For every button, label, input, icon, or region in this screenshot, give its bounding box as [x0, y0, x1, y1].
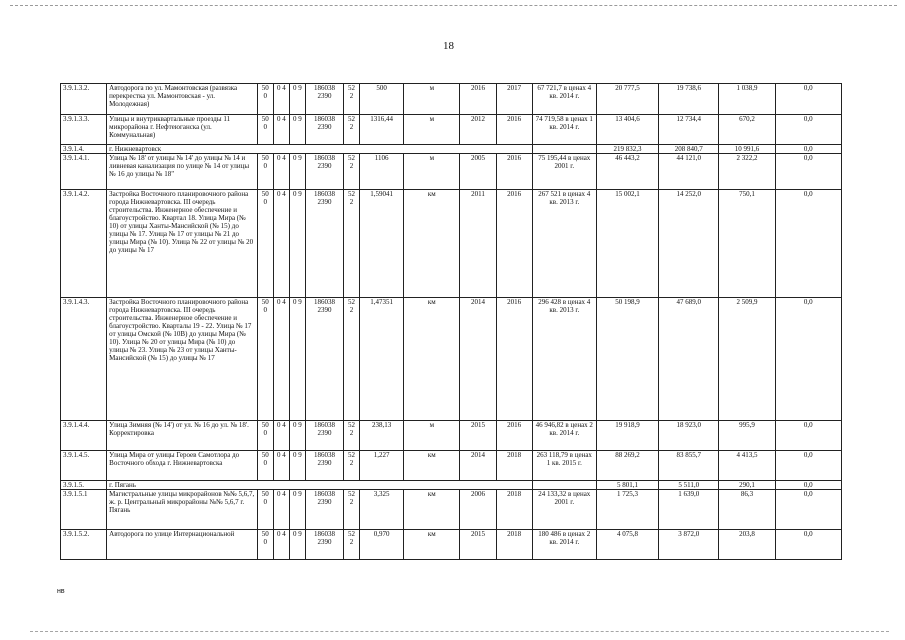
table-section-row: [61, 145, 842, 154]
code-cell: 52 2: [344, 115, 360, 145]
value-cell: 0,0: [775, 84, 841, 115]
value-cell: 0,0: [775, 145, 841, 154]
row-code-cell: 3.9.1.4.1.: [61, 154, 107, 190]
capacity-cell: 3,325: [360, 490, 404, 530]
empty-cell: [532, 145, 596, 154]
total-cell: 4 075,8: [596, 530, 658, 560]
code-cell: 0 9: [289, 84, 305, 115]
code-cell: 0 9: [289, 530, 305, 560]
code-cell: 52 2: [344, 490, 360, 530]
row-code-cell: 3.9.1.4.2.: [61, 190, 107, 298]
code-cell: 50 0: [257, 190, 273, 298]
end-year-cell: 2018: [496, 530, 532, 560]
code-cell: 186038 2390: [305, 298, 343, 421]
value-cell: 3 872,0: [659, 530, 719, 560]
code-cell: 50 0: [257, 451, 273, 481]
unit-cell: м: [404, 421, 460, 451]
start-year-cell: 2014: [460, 298, 496, 421]
total-cell: 19 918,9: [596, 421, 658, 451]
capacity-cell: 1106: [360, 154, 404, 190]
code-cell: 52 2: [344, 84, 360, 115]
table-row: [61, 451, 842, 481]
value-cell: 86,3: [719, 490, 775, 530]
table-row: [61, 421, 842, 451]
code-cell: 52 2: [344, 421, 360, 451]
capacity-cell: 1,47351: [360, 298, 404, 421]
total-cell: 15 002,1: [596, 190, 658, 298]
end-year-cell: 2016: [496, 421, 532, 451]
capacity-cell: 1,59041: [360, 190, 404, 298]
value-cell: 44 121,0: [659, 154, 719, 190]
code-cell: 186038 2390: [305, 490, 343, 530]
value-cell: 208 840,7: [659, 145, 719, 154]
capacity-cell: 0,970: [360, 530, 404, 560]
empty-cell: [532, 481, 596, 490]
object-name-cell: Застройка Восточного планировочного района города Нижневартовска. III очередь строительства. Инженерное обеспечение и благоустройство. Квартал 18. Улица Мира (№ 10) от улицы Ханты-Мансийской (№ 15) до улицы № 17. Улица № 17 от улицы № 21 до улицы Мира (№ 10). Улица № 22 от улицы № 20 до улицы № 17: [107, 190, 258, 298]
start-year-cell: 2005: [460, 154, 496, 190]
code-cell: 52 2: [344, 154, 360, 190]
code-cell: 50 0: [257, 490, 273, 530]
unit-cell: м: [404, 115, 460, 145]
section-name-cell: г. Нижневартовск: [107, 145, 533, 154]
estimated-cost-cell: 263 118,79 в ценах 1 кв. 2015 г.: [532, 451, 596, 481]
code-cell: 0 9: [289, 115, 305, 145]
value-cell: 10 991,6: [719, 145, 775, 154]
program-table: [60, 83, 842, 560]
code-cell: 50 0: [257, 154, 273, 190]
capacity-cell: 238,13: [360, 421, 404, 451]
table-row: [61, 84, 842, 115]
code-cell: 186038 2390: [305, 190, 343, 298]
total-cell: 1 725,3: [596, 490, 658, 530]
value-cell: 5 511,0: [659, 481, 719, 490]
code-cell: 186038 2390: [305, 451, 343, 481]
value-cell: 290,1: [719, 481, 775, 490]
estimated-cost-cell: 67 721,7 в ценах 4 кв. 2014 г.: [532, 84, 596, 115]
value-cell: 995,9: [719, 421, 775, 451]
end-year-cell: 2016: [496, 298, 532, 421]
code-cell: 52 2: [344, 190, 360, 298]
code-cell: 0 9: [289, 451, 305, 481]
code-cell: 186038 2390: [305, 421, 343, 451]
row-code-cell: 3.9.1.5.2.: [61, 530, 107, 560]
table-row: [61, 115, 842, 145]
code-cell: 0 4: [273, 115, 289, 145]
code-cell: 0 4: [273, 154, 289, 190]
row-code-cell: 3.9.1.5.: [61, 481, 107, 490]
code-cell: 50 0: [257, 84, 273, 115]
unit-cell: км: [404, 530, 460, 560]
row-code-cell: 3.9.1.4.3.: [61, 298, 107, 421]
code-cell: 0 9: [289, 190, 305, 298]
capacity-cell: 500: [360, 84, 404, 115]
value-cell: 0,0: [775, 530, 841, 560]
unit-cell: м: [404, 84, 460, 115]
code-cell: 186038 2390: [305, 84, 343, 115]
page-number: 18: [443, 40, 454, 52]
row-code-cell: 3.9.1.4.4.: [61, 421, 107, 451]
total-cell: 46 443,2: [596, 154, 658, 190]
value-cell: 18 923,0: [659, 421, 719, 451]
code-cell: 0 4: [273, 490, 289, 530]
value-cell: 14 252,0: [659, 190, 719, 298]
value-cell: 670,2: [719, 115, 775, 145]
row-code-cell: 3.9.1.5.1: [61, 490, 107, 530]
unit-cell: км: [404, 190, 460, 298]
value-cell: 12 734,4: [659, 115, 719, 145]
code-cell: 50 0: [257, 298, 273, 421]
value-cell: 1 038,9: [719, 84, 775, 115]
code-cell: 0 4: [273, 530, 289, 560]
unit-cell: км: [404, 298, 460, 421]
capacity-cell: 1316,44: [360, 115, 404, 145]
value-cell: 0,0: [775, 190, 841, 298]
row-code-cell: 3.9.1.3.2.: [61, 84, 107, 115]
table-row: [61, 490, 842, 530]
end-year-cell: 2018: [496, 490, 532, 530]
object-name-cell: Магистральные улицы микрорайонов №№ 5,6,7, ж. р. Центральный микрорайоны №№ 5,6,7 г. Пягань: [107, 490, 258, 530]
code-cell: 0 9: [289, 298, 305, 421]
estimated-cost-cell: 74 719,58 в ценах 1 кв. 2014 г.: [532, 115, 596, 145]
value-cell: 0,0: [775, 115, 841, 145]
end-year-cell: 2016: [496, 154, 532, 190]
estimated-cost-cell: 296 428 в ценах 4 кв. 2013 г.: [532, 298, 596, 421]
start-year-cell: 2015: [460, 421, 496, 451]
value-cell: 0,0: [775, 154, 841, 190]
start-year-cell: 2015: [460, 530, 496, 560]
total-cell: 219 832,3: [596, 145, 658, 154]
row-code-cell: 3.9.1.3.3.: [61, 115, 107, 145]
code-cell: 186038 2390: [305, 154, 343, 190]
object-name-cell: Улица Зимняя (№ 14') от ул. № 16 до ул. № 18'. Корректировка: [107, 421, 258, 451]
table-row: [61, 190, 842, 298]
capacity-cell: 1,227: [360, 451, 404, 481]
estimated-cost-cell: 24 133,32 в ценах 2001 г.: [532, 490, 596, 530]
row-code-cell: 3.9.1.4.: [61, 145, 107, 154]
value-cell: 4 413,5: [719, 451, 775, 481]
total-cell: 50 198,9: [596, 298, 658, 421]
value-cell: 0,0: [775, 481, 841, 490]
table-row: [61, 154, 842, 190]
start-year-cell: 2016: [460, 84, 496, 115]
code-cell: 52 2: [344, 530, 360, 560]
value-cell: 19 738,6: [659, 84, 719, 115]
code-cell: 0 9: [289, 490, 305, 530]
value-cell: 1 639,0: [659, 490, 719, 530]
start-year-cell: 2014: [460, 451, 496, 481]
code-cell: 52 2: [344, 451, 360, 481]
code-cell: 52 2: [344, 298, 360, 421]
object-name-cell: Застройка Восточного планировочного района города Нижневартовска. III очередь строительства. Инженерное обеспечение и благоустройство. Кварталы 19 - 22. Улица № 17 от улицы Омской (№ 10В) до улицы Мира (№ 10). Улица № 20 от улицы Мира (№ 10) до улицы № 23. Улица № 23 от улицы Ханты-Мансийской (№ 15) до улицы № 17: [107, 298, 258, 421]
code-cell: 50 0: [257, 115, 273, 145]
code-cell: 0 9: [289, 154, 305, 190]
end-year-cell: 2018: [496, 451, 532, 481]
total-cell: 88 269,2: [596, 451, 658, 481]
value-cell: 750,1: [719, 190, 775, 298]
code-cell: 0 4: [273, 298, 289, 421]
value-cell: 203,8: [719, 530, 775, 560]
total-cell: 5 801,1: [596, 481, 658, 490]
footer-mark: нв: [57, 588, 65, 595]
unit-cell: м: [404, 154, 460, 190]
table-section-row: [61, 481, 842, 490]
code-cell: 50 0: [257, 421, 273, 451]
estimated-cost-cell: 180 486 в ценах 2 кв. 2014 г.: [532, 530, 596, 560]
object-name-cell: Автодорога по ул. Мамонтовская (развязка перекрестка ул. Мамонтовская - ул. Молодежная): [107, 84, 258, 115]
estimated-cost-cell: 75 195,44 в ценах 2001 г.: [532, 154, 596, 190]
estimated-cost-cell: 46 946,82 в ценах 2 кв. 2014 г.: [532, 421, 596, 451]
value-cell: 0,0: [775, 451, 841, 481]
value-cell: 0,0: [775, 490, 841, 530]
start-year-cell: 2012: [460, 115, 496, 145]
value-cell: 2 322,2: [719, 154, 775, 190]
end-year-cell: 2016: [496, 190, 532, 298]
value-cell: 0,0: [775, 421, 841, 451]
total-cell: 13 404,6: [596, 115, 658, 145]
code-cell: 186038 2390: [305, 530, 343, 560]
code-cell: 0 4: [273, 190, 289, 298]
total-cell: 20 777,5: [596, 84, 658, 115]
start-year-cell: 2011: [460, 190, 496, 298]
unit-cell: км: [404, 490, 460, 530]
section-name-cell: г. Пягань: [107, 481, 533, 490]
code-cell: 186038 2390: [305, 115, 343, 145]
table-row: [61, 298, 842, 421]
object-name-cell: Автодорога по улице Интернациональной: [107, 530, 258, 560]
object-name-cell: Улица № 18' от улицы № 14' до улицы № 14 и ливневая канализация по улице № 14 от улицы № 16 до улицы № 18": [107, 154, 258, 190]
object-name-cell: Улицы и внутриквартальные проезды 11 микрорайона г. Нефтеюганска (ул. Коммунальная): [107, 115, 258, 145]
code-cell: 50 0: [257, 530, 273, 560]
table-row: [61, 530, 842, 560]
object-name-cell: Улица Мира от улицы Героев Самотлора до Восточного обхода г. Нижневартовска: [107, 451, 258, 481]
value-cell: 2 509,9: [719, 298, 775, 421]
bottom-scan-edge: [30, 631, 889, 632]
value-cell: 47 689,0: [659, 298, 719, 421]
value-cell: 83 855,7: [659, 451, 719, 481]
unit-cell: км: [404, 451, 460, 481]
end-year-cell: 2017: [496, 84, 532, 115]
code-cell: 0 4: [273, 451, 289, 481]
row-code-cell: 3.9.1.4.5.: [61, 451, 107, 481]
estimated-cost-cell: 267 521 в ценах 4 кв. 2013 г.: [532, 190, 596, 298]
code-cell: 0 4: [273, 84, 289, 115]
end-year-cell: 2016: [496, 115, 532, 145]
top-scan-edge: [10, 5, 897, 6]
start-year-cell: 2006: [460, 490, 496, 530]
value-cell: 0,0: [775, 298, 841, 421]
code-cell: 0 4: [273, 421, 289, 451]
code-cell: 0 9: [289, 421, 305, 451]
